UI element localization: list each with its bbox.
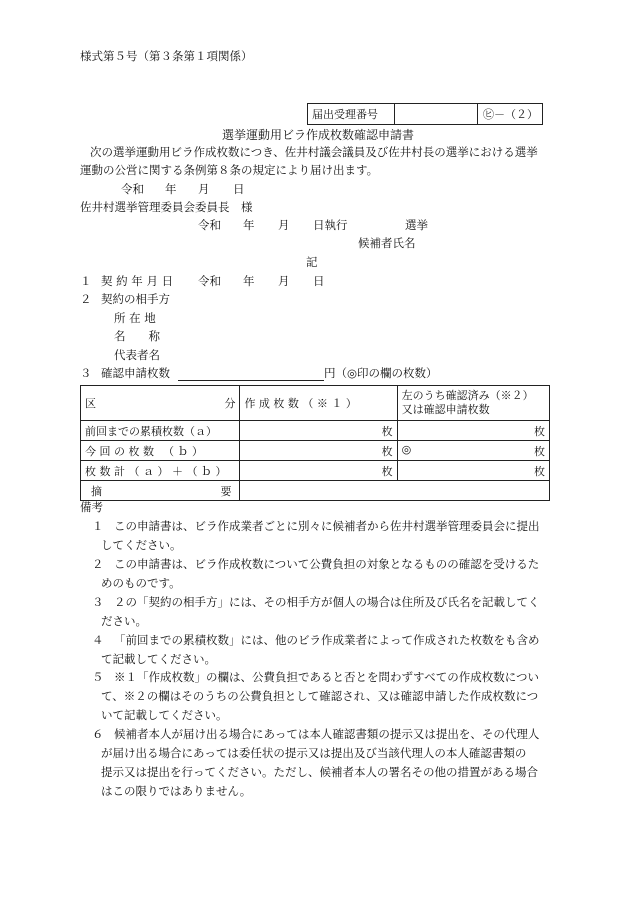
note-line: て記載してください。 xyxy=(101,652,216,666)
remarks-left: 摘 xyxy=(91,484,102,498)
election-label: 選挙 xyxy=(405,218,428,232)
receipt-number-table xyxy=(307,103,543,125)
note-number: ６ xyxy=(92,727,104,741)
count-table xyxy=(80,385,550,501)
note-number: １ xyxy=(92,519,104,533)
item-1-year: 年 xyxy=(243,274,255,288)
row-confirmed-cell[interactable] xyxy=(397,441,549,461)
row-confirmed-cell[interactable] xyxy=(397,421,549,441)
note-line: いて記載してください。 xyxy=(101,708,228,722)
row-unit: 枚 xyxy=(534,424,545,438)
table-row xyxy=(81,461,550,481)
table-row-remarks xyxy=(81,481,550,501)
item-1-day: 日 xyxy=(313,274,325,288)
remarks-label xyxy=(81,481,240,501)
receipt-label: 届出受理番号 xyxy=(308,104,395,125)
row-created-cell[interactable]: 枚 xyxy=(240,421,397,441)
row-label: 前回までの累積枚数（ａ） xyxy=(81,421,240,441)
note-line: て、※２の欄はそのうちの公費負担として確認され、又は確認申請した作成枚数につ xyxy=(101,689,539,703)
election-day-exec: 日執行 xyxy=(313,218,348,232)
header-confirmed-line-2: 又は確認申請枚数 xyxy=(401,403,490,416)
row-confirmed-cell[interactable] xyxy=(397,461,549,481)
item-1-era: 令和 xyxy=(198,274,221,288)
receipt-code: ㋪－（２） xyxy=(478,104,543,125)
form-number: 様式第５号（第３条第１項関係） xyxy=(80,49,253,63)
note-line: ※１「作成枚数」の欄は、公費負担であると否とを問わずすべての作成枚数につい xyxy=(114,670,540,684)
election-year: 年 xyxy=(243,218,255,232)
date-month: 月 xyxy=(198,182,210,196)
item-3-label: 確認申請枚数 xyxy=(101,366,170,380)
notes-title: 備考 xyxy=(80,500,103,514)
table-row xyxy=(81,441,550,461)
header-category-right: 分 xyxy=(224,397,236,410)
header-category xyxy=(81,386,240,421)
row-created-cell[interactable]: 枚 xyxy=(240,441,397,461)
intro-line-1: 次の選挙運動用ビラ作成枚数につき、佐井村議会議員及び佐井村長の選挙における選挙 xyxy=(90,145,538,159)
note-number: ２ xyxy=(92,557,104,571)
note-line: 提示又は提出を行ってください。ただし、候補者本人の署名その他の措置がある場合 xyxy=(101,765,538,779)
item-3-yen: 円（◎印の欄の枚数） xyxy=(324,366,438,380)
intro-line-2: 運動の公営に関する条例第８条の規定により届け出ます。 xyxy=(80,163,379,177)
note-line: 候補者本人が届け出る場合にあっては本人確認書類の提示又は提出を、その代理人 xyxy=(114,727,540,741)
item-3-number: ３ xyxy=(80,366,92,380)
date-day: 日 xyxy=(233,182,245,196)
addressee: 佐井村選挙管理委員会委員長 様 xyxy=(80,200,253,214)
note-line: めのものです。 xyxy=(101,576,181,590)
note-line: この申請書は、ビラ作成枚数について公費負担の対象となるものの確認を受けるた xyxy=(114,557,540,571)
note-line: ２の「契約の相手方」には、その相手方が個人の場合は住所及び氏名を記載してく xyxy=(114,595,540,609)
receipt-value[interactable] xyxy=(395,104,478,125)
remarks-right: 要 xyxy=(220,484,232,498)
party-rep-label: 代表者名 xyxy=(114,348,160,362)
party-name-label: 名 称 xyxy=(114,329,160,343)
row-label: 今 回 の 枚 数 （ ｂ ） xyxy=(81,441,240,461)
header-confirmed-line-1: 左のうち確認済み（※２） xyxy=(401,389,534,403)
election-month: 月 xyxy=(278,218,290,232)
ki-heading: 記 xyxy=(306,255,318,269)
page-title: 選挙運動用ビラ作成枚数確認申請書 xyxy=(222,128,415,142)
note-number: ３ xyxy=(92,595,104,609)
table-header-row xyxy=(81,386,550,421)
note-line: してください。 xyxy=(101,538,182,552)
candidate-name-label: 候補者氏名 xyxy=(358,236,416,250)
item-1-number: １ xyxy=(80,274,92,288)
item-1-label: 契 約 年 月 日 xyxy=(101,274,174,288)
note-line: この申請書は、ビラ作成業者ごとに別々に候補者から佐井村選挙管理委員会に提出 xyxy=(114,519,540,533)
note-line: はこの限りではありません。 xyxy=(101,784,252,798)
date-era: 令和 xyxy=(121,182,144,196)
row-created-cell[interactable]: 枚 xyxy=(240,461,397,481)
row-label: 枚 数 計 （ ａ ） ＋ （ ｂ ） xyxy=(81,461,240,481)
note-line: ださい。 xyxy=(101,614,147,628)
header-confirmed-count xyxy=(397,386,549,421)
remarks-cell[interactable] xyxy=(240,481,550,501)
table-row xyxy=(81,421,550,441)
party-address-label: 所 在 地 xyxy=(114,311,156,325)
item-2-number: ２ xyxy=(80,292,92,306)
date-year: 年 xyxy=(165,182,177,196)
header-created-count: 作 成 枚 数 （ ※ １ ） xyxy=(240,386,397,421)
note-number: ４ xyxy=(92,633,104,647)
election-era: 令和 xyxy=(198,218,221,232)
item-2-label: 契約の相手方 xyxy=(101,292,170,306)
header-category-left: 区 xyxy=(85,397,96,410)
double-circle-mark: ◎ xyxy=(401,442,412,456)
item-1-month: 月 xyxy=(278,274,290,288)
row-unit: 枚 xyxy=(534,444,545,458)
item-3-underline xyxy=(178,380,324,381)
note-number: ５ xyxy=(92,670,104,684)
note-line: が届け出る場合にあっては委任状の提示又は提出及び当該代理人の本人確認書類の xyxy=(101,746,527,760)
note-line: 「前回までの累積枚数」には、他のビラ作成業者によって作成された枚数をも含め xyxy=(114,633,540,647)
row-unit: 枚 xyxy=(534,464,545,478)
